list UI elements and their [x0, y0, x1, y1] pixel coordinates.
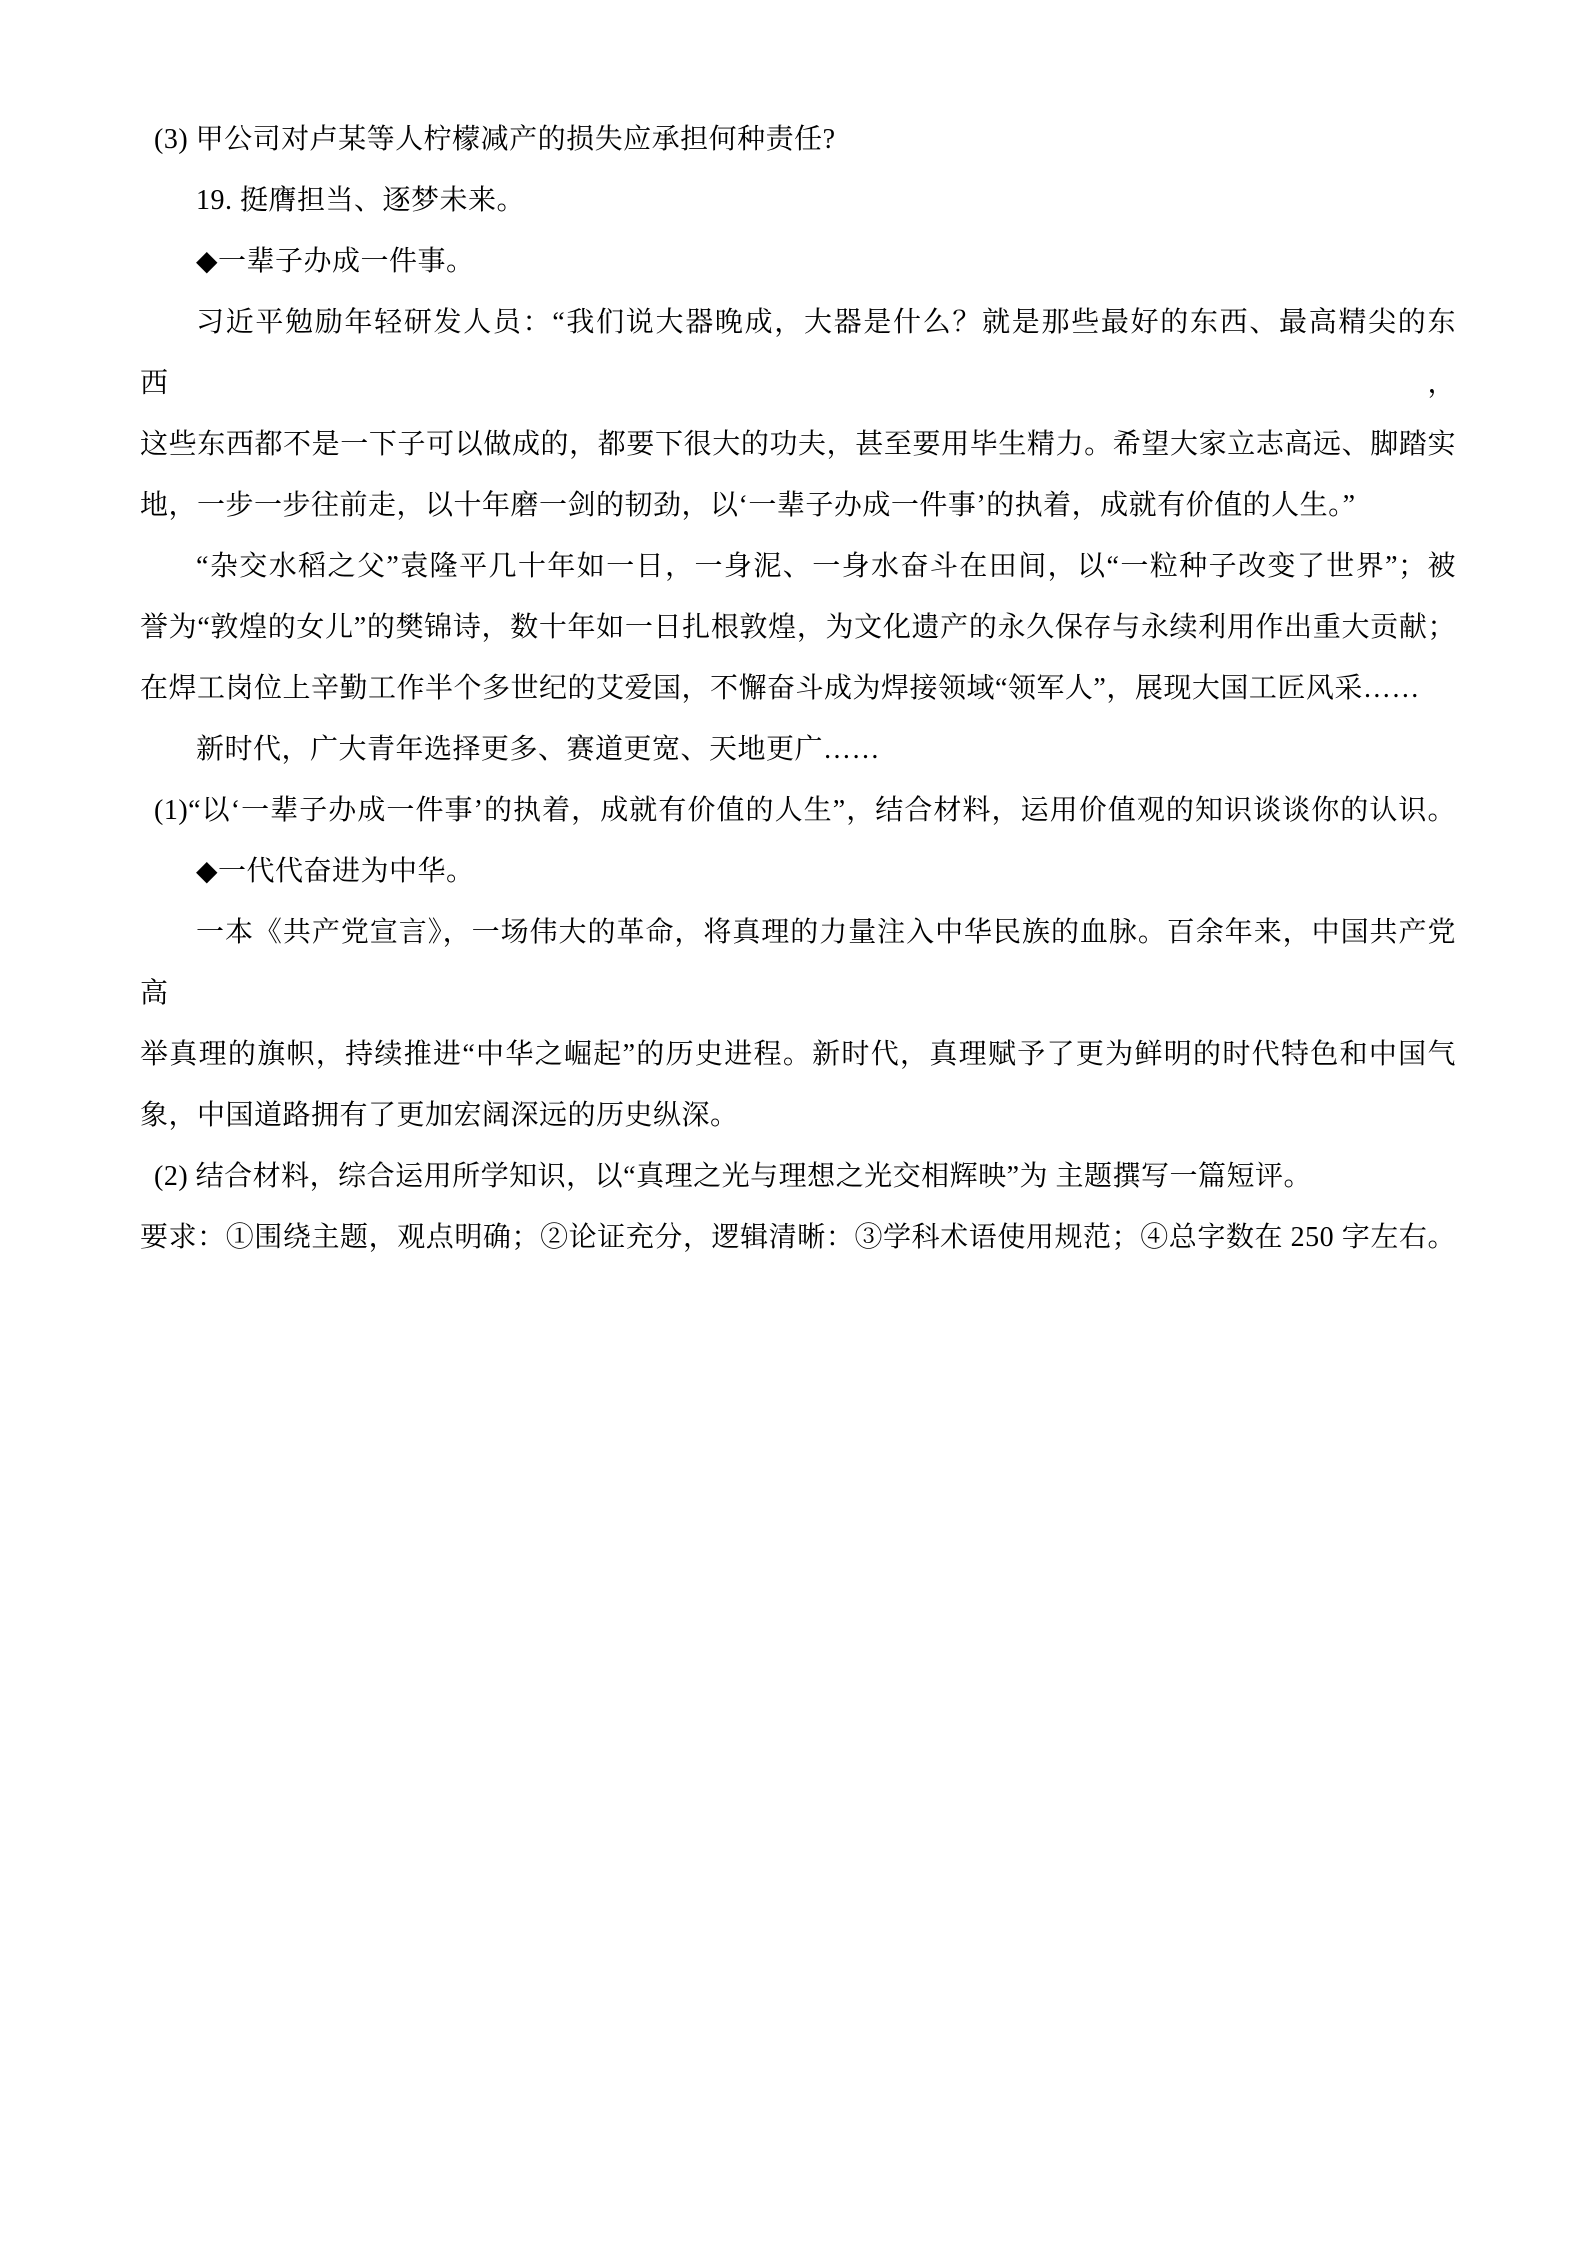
question-3-prompt: (3) 甲公司对卢某等人柠檬减产的损失应承担何种责任? — [154, 124, 836, 155]
para-xi-quote-line-2: 这些东西都不是一下子可以做成的，都要下很大的功夫，甚至要用毕生精力。希望大家立志高远、脚踏实 — [140, 429, 1456, 460]
para-manifesto-line-3: 象，中国道路拥有了更加宏阔深远的历史纵深。 — [140, 1100, 739, 1131]
para-role-models-line-1: “杂交水稻之父”袁隆平几十年如一日，一身泥、一身水奋斗在田间，以“一粒种子改变了世界”；被 — [196, 551, 1456, 582]
bullet-heading-generations: ◆一代代奋进为中华。 — [196, 856, 475, 887]
para-manifesto-line-1: 一本《共产党宣言》，一场伟大的革命，将真理的力量注入中华民族的血脉。百余年来，中国共产党高 — [140, 917, 1456, 1009]
document-page — [140, 109, 1456, 1268]
question-19-heading: 19. 挺膺担当、逐梦未来。 — [196, 185, 526, 216]
para-xi-quote-line-3: 地，一步一步往前走，以十年磨一剑的韧劲，以‘一辈子办成一件事’的执着，成就有价值的人生。” — [140, 490, 1356, 521]
para-new-era: 新时代，广大青年选择更多、赛道更宽、天地更广…… — [196, 734, 881, 765]
para-xi-quote-line-1: 习近平勉励年轻研发人员：“我们说大器晚成，大器是什么？就是那些最好的东西、最高精尖的东西， — [140, 307, 1456, 399]
para-role-models-line-3: 在焊工岗位上辛勤工作半个多世纪的艾爱国，不懈奋斗成为焊接领域“领军人”，展现大国工匠风采…… — [140, 673, 1420, 704]
bullet-heading-lifetime: ◆一辈子办成一件事。 — [196, 246, 475, 277]
para-manifesto-line-2: 举真理的旗帜，持续推进“中华之崛起”的历史进程。新时代，真理赋予了更为鲜明的时代特色和中国气 — [140, 1039, 1456, 1070]
question-19-2-prompt: (2) 结合材料，综合运用所学知识，以“真理之光与理想之光交相辉映”为 主题撰写一篇短评。 — [154, 1161, 1313, 1192]
question-19-1-prompt: (1)“以‘一辈子办成一件事’的执着，成就有价值的人生”，结合材料，运用价值观的知识谈谈你的认识。 — [154, 795, 1456, 826]
requirements-line: 要求：①围绕主题，观点明确；②论证充分，逻辑清晰：③学科术语使用规范；④总字数在 250 字左右。 — [140, 1222, 1456, 1253]
para-role-models-line-2: 誉为“敦煌的女儿”的樊锦诗，数十年如一日扎根敦煌，为文化遗产的永久保存与永续利用作出重大贡献； — [140, 612, 1456, 643]
